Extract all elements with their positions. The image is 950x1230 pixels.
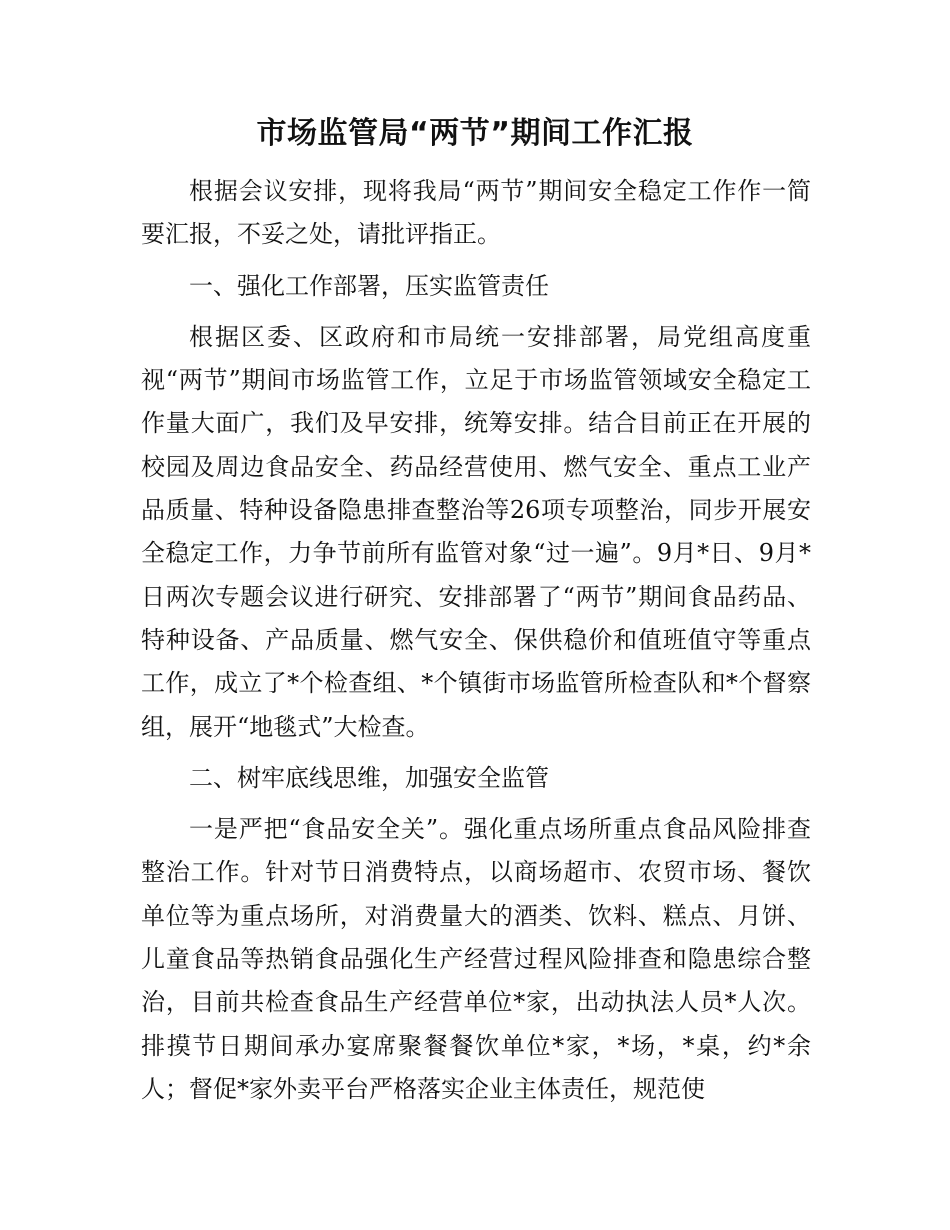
section-2-paragraph: 一是严把“食品安全关”。强化重点场所重点食品风险排查整治工作。针对节日消费特点，以商场超市、农贸市场、餐饮单位等为重点场所，对消费量大的酒类、饮料、糕点、月饼、儿童食品等热销食品强化生产经营过程风险排查和隐患综合整治，目前共检查食品生产经营单位*家，出动执法人员*人次。排摸节日期间承办宴席聚餐餐饮单位*家，*场，*桌，约*余人；督促*家外卖平台严格落实企业主体责任，规范使: [141, 815, 811, 1103]
section-heading-2: 二、树牢底线思维，加强安全监管: [189, 763, 549, 792]
document-body: [141, 170, 811, 1111]
section-1-paragraph: 根据区委、区政府和市局统一安排部署，局党组高度重视“两节”期间市场监管工作，立足于市场监管领域安全稳定工作量大面广，我们及早安排，统筹安排。结合目前正在开展的校园及周边食品安全、药品经营使用、燃气安全、重点工业产品质量、特种设备隐患排查整治等26项专项整治，同步开展安全稳定工作，力争节前所有监管对象“过一遍”。9月*日、9月*日两次专题会议进行研究、安排部署了“两节”期间食品药品、特种设备、产品质量、燃气安全、保供稳价和值班值守等重点工作，成立了*个检查组、*个镇街市场监管所检查队和*个督察组，展开“地毯式”大检查。: [141, 322, 811, 741]
document-title: 市场监管局“两节”期间工作汇报: [256, 116, 694, 151]
section-heading-1: 一、强化工作部署，压实监管责任: [189, 271, 549, 300]
intro-paragraph: 根据会议安排，现将我局“两节”期间安全稳定工作作一简要汇报，不妥之处，请批评指正。: [141, 177, 811, 249]
